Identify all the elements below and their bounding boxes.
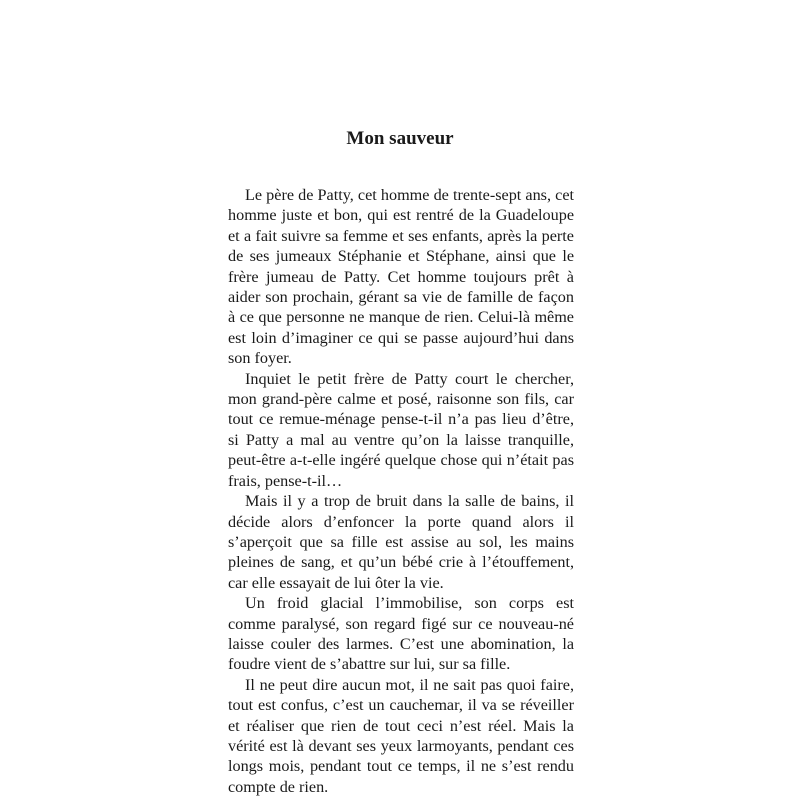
paragraph: Il ne peut dire aucun mot, il ne sait pas quoi faire, tout est confus, c’est un cauchemar, il va se réveiller et réaliser que rien de tout ceci n’est réel. Mais la vérité est là devant ses yeux larmoyants, pendant ces longs mois, pendant tout ce temps, il ne s’est rendu compte de rien. xyxy=(228,675,574,796)
paragraph: Mais il y a trop de bruit dans la salle de bains, il décide alors d’enfoncer la porte quand alors il s’aperçoit que sa fille est assise au sol, les mains pleines de sang, et qu’un bébé crie à l’étouffement, car elle essayait de lui ôter la vie. xyxy=(228,492,574,592)
chapter-body xyxy=(228,185,574,797)
paragraph: Inquiet le petit frère de Patty court le chercher, mon grand-père calme et posé, raisonne son fils, car tout ce remue-ménage pense-t-il n’a pas lieu d’être, si Patty a mal au ventre qu’on la laisse tranquille, peut-être a-t-elle ingéré quelque chose qui n’était pas frais, pense-t-il… xyxy=(228,369,574,490)
chapter-title: Mon sauveur xyxy=(346,128,454,149)
paragraph: Le père de Patty, cet homme de trente-sept ans, cet homme juste et bon, qui est rentré de la Guadeloupe et a fait suivre sa femme et ses enfants, après la perte de ses jumeaux Stéphanie et Stéphane, ainsi que le frère jumeau de Patty. Cet homme toujours prêt à aider son prochain, gérant sa vie de famille de façon à ce que personne ne manque de rien. Celui-là même est loin d’imaginer ce qui se passe aujourd’hui dans son foyer. xyxy=(228,186,574,368)
paragraph: Un froid glacial l’immobilise, son corps est comme paralysé, son regard figé sur ce nouveau-né laisse couler des larmes. C’est une abomination, la foudre vient de s’abattre sur lui, sur sa fille. xyxy=(228,594,574,674)
